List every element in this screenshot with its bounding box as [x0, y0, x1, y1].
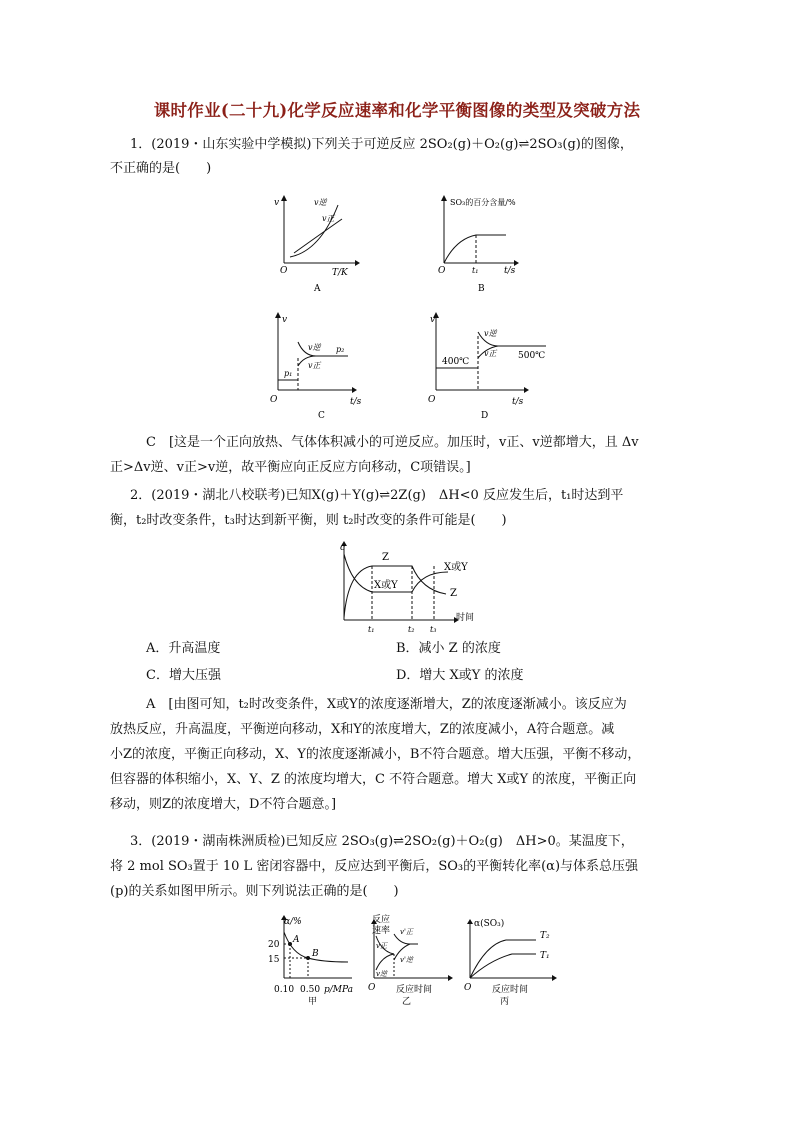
graph-q2-y-label: c — [340, 543, 346, 553]
q2-answer-line1: A [由图可知，t₂时改变条件，X或Y的浓度逐渐增大，Z的浓度逐渐减小。该反应为 — [146, 697, 627, 712]
graph-bing-x-label: 反应时间 — [492, 985, 529, 995]
graph-q2-z2-label: Z — [450, 588, 457, 599]
graph-jia-point-a: A — [293, 935, 300, 945]
graph-yi-y-label-2: 速率 — [372, 926, 391, 936]
q2-answer-line3: 小Z的浓度，平衡正向移动，X、Y的浓度逐渐减小，B不符合题意。增大压强，平衡不移动， — [110, 747, 641, 762]
graph-yi-curve4: v逆 — [376, 970, 387, 978]
graph-yi — [364, 914, 460, 1012]
q2-stem-line1: 2．(2019・湖北八校联考)已知X(g)＋Y(g)⇌2Z(g) ΔH<0 反应发生后，t₁时达到平 — [130, 488, 624, 503]
q3-stem-line2: 将 2 mol SO₃置于 10 L 密闭容器中，反应达到平衡后，SO₃的平衡转化率(α)与体系总压强 — [110, 859, 639, 874]
graph-jia-tick-010: 0.10 — [274, 985, 295, 995]
graph-c-p1: p₁ — [284, 369, 293, 378]
graph-b-y-label: SO₃的百分含量/% — [450, 198, 516, 207]
graph-c-y-label: v — [282, 315, 288, 325]
graph-q2-t1: t₁ — [368, 625, 375, 634]
q2-answer-line4: 但容器的体积缩小，X、Y、Z 的浓度均增大，C 不符合题意。增大 X或Y 的浓度，平衡正向 — [110, 772, 637, 787]
graph-jia-point-b: B — [312, 949, 319, 959]
graph-d-origin: O — [428, 395, 436, 405]
q2-option-d: D．增大 X或Y 的浓度 — [396, 668, 524, 683]
q3-stem-line1: 3．(2019・湖南株洲质检)已知反应 2SO₃(g)⇌2SO₂(g)＋O₂(g) ΔH>0。某温度下， — [130, 834, 634, 849]
graph-d-y-label: v — [430, 315, 436, 325]
graph-b-caption: B — [478, 284, 485, 293]
graph-c-curve2: v正 — [308, 361, 321, 370]
graph-q2-xy2-label: X或Y — [444, 562, 468, 573]
graph-d-temp2: 500℃ — [518, 351, 546, 361]
graph-d-curve2: v正 — [484, 349, 497, 358]
graph-d-x-label: t/s — [512, 397, 524, 407]
graph-yi-curve3: v正 — [376, 942, 387, 950]
graph-q2-x-label: 时间 — [456, 613, 475, 623]
graph-b-t1: t₁ — [472, 266, 479, 275]
graph-yi-origin: O — [368, 983, 376, 993]
graph-b — [434, 193, 544, 293]
graph-q2-xy-label: X或Y — [374, 580, 398, 591]
q2-option-c: C．增大压强 — [146, 668, 221, 683]
graph-bing-t1: T₁ — [540, 951, 550, 961]
graph-bing-caption: 丙 — [500, 997, 510, 1007]
graph-jia-x-label: p/MPa — [324, 985, 354, 995]
graph-bing-origin: O — [464, 983, 472, 993]
graph-jia-tick-050: 0.50 — [300, 985, 321, 995]
q2-option-b: B．减小 Z 的浓度 — [396, 641, 501, 656]
graph-jia-tick-20: 20 — [268, 940, 280, 950]
graph-q2-t2: t₂ — [408, 625, 415, 634]
graph-bing-t2: T₂ — [540, 931, 550, 941]
graph-a-caption: A — [314, 284, 321, 293]
q2-answer-line5: 移动，则Z的浓度增大，D不符合题意。] — [110, 797, 337, 812]
graph-q2-t3: t₃ — [430, 625, 437, 634]
graph-a-origin: O — [280, 266, 288, 276]
graph-c-caption: C — [318, 411, 325, 421]
graph-c-origin: O — [270, 395, 278, 405]
graph-d-curve1: v逆 — [484, 329, 497, 338]
graph-a — [270, 193, 360, 293]
graph-b-x-label: t/s — [504, 266, 516, 276]
q2-option-a: A．升高温度 — [146, 641, 221, 656]
graph-jia-caption: 甲 — [308, 997, 318, 1007]
graph-c-p2: p₂ — [336, 345, 345, 354]
graph-jia — [262, 914, 362, 1012]
page-title: 课时作业(二十九)化学反应速率和化学平衡图像的类型及突破方法 — [153, 101, 641, 120]
q3-stem-line3: (p)的关系如图甲所示。则下列说法正确的是( ) — [110, 884, 399, 899]
graph-bing-y-label: α(SO₃) — [474, 919, 505, 929]
graph-yi-caption: 乙 — [402, 997, 412, 1007]
q1-answer-line1: C [这是一个正向放热、气体体积减小的可逆反应。加压时，v正、v逆都增大，且 Δv — [146, 435, 639, 450]
q2-stem-line2: 衡，t₂时改变条件，t₃时达到新平衡，则 t₂时改变的条件可能是( ) — [110, 513, 507, 528]
graph-c-x-label: t/s — [350, 397, 362, 407]
graph-yi-curve1: v'正 — [400, 928, 413, 936]
q1-answer-line2: 正>Δv逆、v正>v逆，故平衡应向正反应方向移动，C项错误。] — [110, 460, 471, 475]
q1-stem-line1: 1．(2019・山东实验中学模拟)下列关于可逆反应 2SO₂(g)＋O₂(g)⇌2SO₃(g)的图像， — [130, 137, 633, 152]
graph-yi-curve2: v'逆 — [400, 956, 413, 964]
graph-d — [426, 310, 556, 422]
graph-b-origin: O — [438, 266, 446, 276]
graph-d-temp1: 400℃ — [442, 357, 470, 367]
q2-answer-line2: 放热反应，升高温度，平衡逆向移动，X和Y的浓度增大，Z的浓度减小，A符合题意。减 — [110, 722, 615, 737]
graph-q2-z-label: Z — [382, 552, 389, 563]
graph-c-curve1: v逆 — [308, 343, 321, 352]
graph-a-curve2: v正 — [322, 214, 335, 223]
graph-bing — [460, 914, 570, 1012]
graph-a-x-label: T/K — [332, 268, 348, 278]
graph-q2 — [336, 540, 496, 636]
graph-a-curve1: v逆 — [314, 198, 327, 207]
graph-c — [264, 310, 374, 422]
graph-a-y-label: v — [274, 198, 280, 208]
graph-jia-y-label: α/% — [284, 917, 302, 927]
graph-yi-y-label-1: 反应 — [372, 915, 391, 925]
q1-stem-line2: 不正确的是( ) — [110, 161, 212, 176]
graph-jia-tick-15: 15 — [268, 955, 280, 965]
graph-yi-x-label: 反应时间 — [396, 985, 433, 995]
graph-d-caption: D — [481, 411, 489, 421]
